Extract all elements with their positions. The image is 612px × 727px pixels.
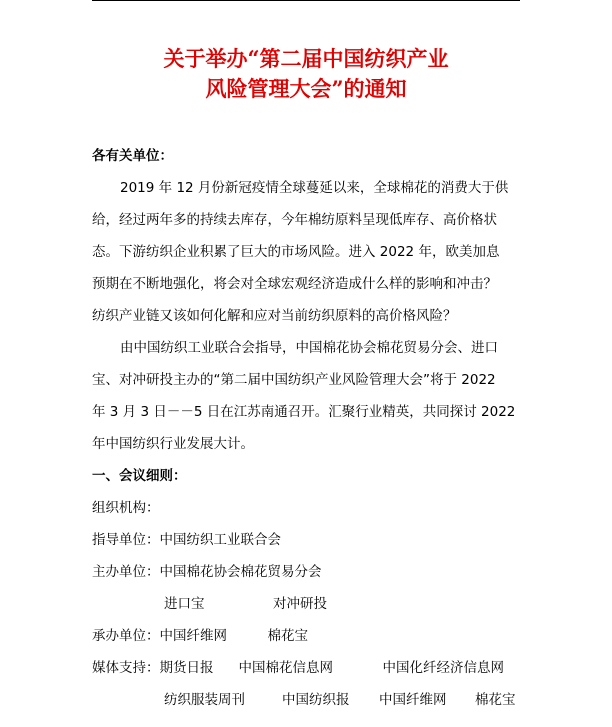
media-item: 棉花宝 — [475, 692, 516, 708]
host-row — [92, 556, 524, 588]
paragraph-2-line: 由中国纺织工业联合会指导，中国棉花协会棉花贸易分会、进口 — [120, 340, 498, 356]
media-item: 中国纤维网 — [379, 692, 447, 708]
paragraph-2-line: 年中国纺织行业发展大计。 — [92, 436, 254, 452]
host-extra-item: 进口宝 — [164, 596, 205, 612]
media-item: 期货日报 — [159, 660, 214, 676]
media-label: 媒体支持： — [92, 660, 160, 676]
organizer-label: 承办单位： — [92, 628, 160, 644]
paragraph-1-line: 态。下游纺织企业积累了巨大的市场风险。进入 2022 年，欧美加息 — [92, 244, 500, 260]
paragraph-2 — [92, 332, 524, 460]
host-value: 中国棉花协会棉花贸易分会 — [159, 564, 322, 580]
paragraph-1 — [92, 172, 524, 332]
media-item: 中国纺织报 — [282, 692, 350, 708]
organizer-item: 棉花宝 — [267, 628, 308, 644]
org-label: 组织机构： — [92, 500, 160, 516]
media-row-1 — [92, 652, 524, 684]
top-rule — [92, 0, 520, 1]
organizer-row — [92, 620, 524, 652]
paragraph-1-line: 给，经过两年多的持续去库存，今年棉纺原料呈现低库存、高价格状 — [92, 212, 497, 228]
notice-body — [92, 140, 524, 716]
host-label: 主办单位： — [92, 564, 160, 580]
host-extra-item: 对冲研投 — [273, 596, 327, 612]
greeting: 各有关单位： — [92, 148, 173, 164]
host-extra-row — [92, 588, 524, 620]
paragraph-1-line: 纺织产业链又该如何化解和应对当前纺织原料的高价格风险？ — [92, 308, 457, 324]
guide-row — [92, 524, 524, 556]
guide-label: 指导单位： — [92, 532, 160, 548]
media-item: 中国棉花信息网 — [238, 660, 333, 676]
media-item: 纺织服装周刊 — [164, 692, 245, 708]
paragraph-2-line: 年 3 月 3 日－－5 日在江苏南通召开。汇聚行业精英，共同探讨 2022 — [92, 404, 516, 420]
paragraph-2-line: 宝、对冲研投主办的“第二届中国纺织产业风险管理大会”将于 2022 — [92, 372, 496, 388]
paragraph-1-line: 预期在不断地强化，将会对全球宏观经济造成什么样的影响和冲击？ — [92, 276, 497, 292]
notice-title — [0, 44, 612, 104]
paragraph-1-line: 2019 年 12 月份新冠疫情全球蔓延以来，全球棉花的消费大于供 — [120, 180, 509, 196]
guide-value: 中国纺织工业联合会 — [159, 532, 281, 548]
media-item: 中国化纤经济信息网 — [382, 660, 504, 676]
media-row-2 — [92, 684, 524, 716]
title-line-2: 风险管理大会”的通知 — [205, 76, 407, 101]
title-line-1: 关于举办“第二届中国纺织产业 — [163, 46, 449, 71]
section-1-heading: 一、会议细则： — [92, 468, 187, 484]
organizer-item: 中国纤维网 — [159, 628, 227, 644]
